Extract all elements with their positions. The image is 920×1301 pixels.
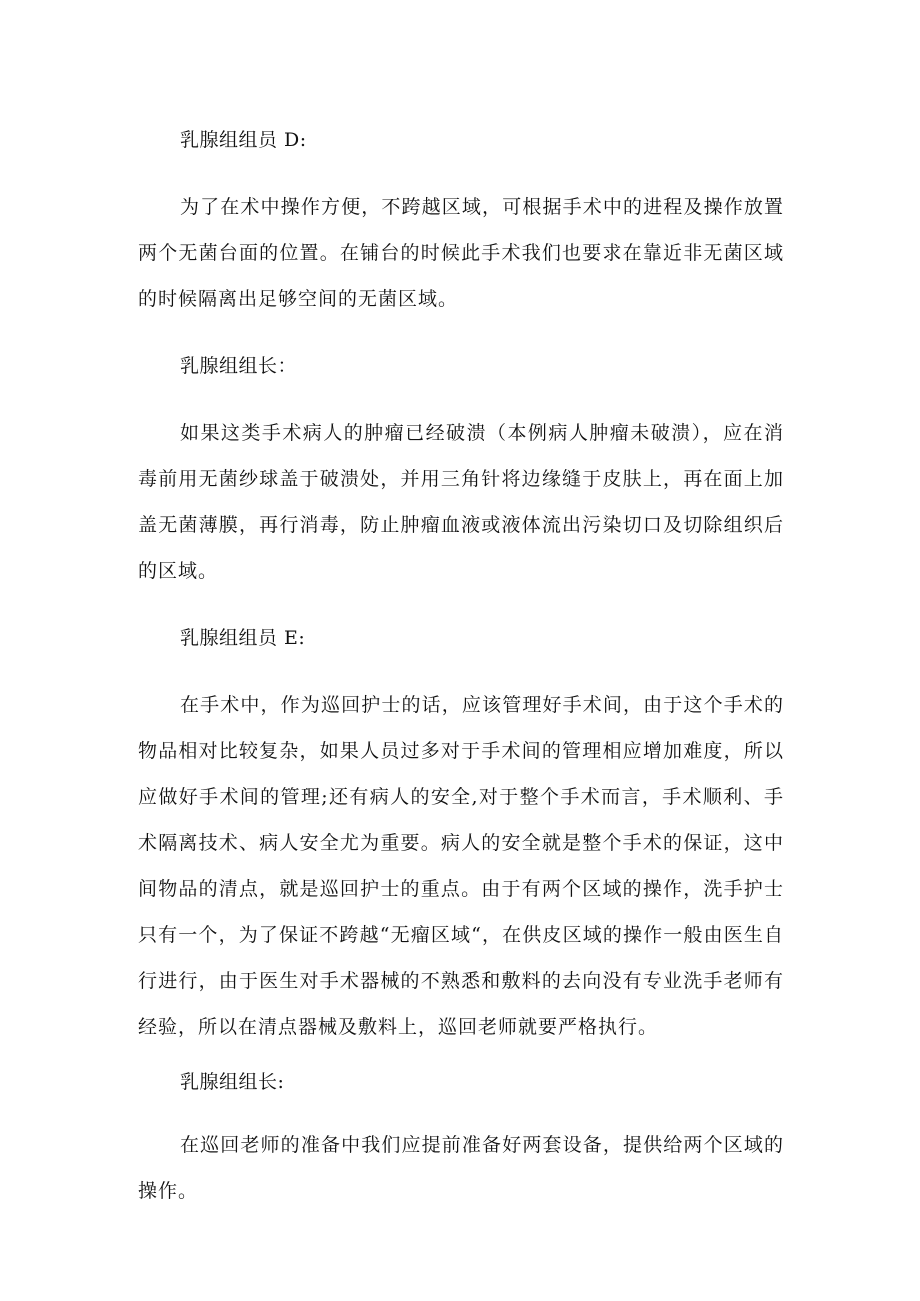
paragraph-leader: 如果这类手术病人的肿瘤已经破溃（本例病人肿瘤未破溃），应在消毒前用无菌纱球盖于破溃处，并用三角针将边缘缝于皮肤上，再在面上加盖无菌薄膜，再行消毒，防止肿瘤血液或液体流出污染切口及切除组织后的区域。 <box>138 422 784 582</box>
paragraph-member-d: 为了在术中操作方便，不跨越区域，可根据手术中的进程及操作放置两个无菌台面的位置。在铺台的时候此手术我们也要求在靠近非无菌区域的时候隔离出足够空间的无菌区域。 <box>138 196 784 310</box>
document-body <box>138 122 784 1214</box>
speaker-label-member-e: 乳腺组组员 E: <box>180 627 306 649</box>
speaker-label-leader-2: 乳腺组组长: <box>180 1071 285 1093</box>
speaker-label-member-d: 乳腺组组员 D: <box>180 129 307 151</box>
paragraph-leader-2: 在巡回老师的准备中我们应提前准备好两套设备，提供给两个区域的操作。 <box>138 1134 784 1202</box>
speaker-label-leader: 乳腺组组长： <box>180 355 298 377</box>
paragraph-member-e: 在手术中，作为巡回护士的话，应该管理好手术间，由于这个手术的物品相对比较复杂，如果人员过多对于手术间的管理相应增加难度，所以应做好手术间的管理;还有病人的安全,对于整个手术而言，手术顺利、手术隔离技术、病人安全尤为重要。病人的安全就是整个手术的保证，这中间物品的清点，就是巡回护士的重点。由于有两个区域的操作，洗手护士只有一个，为了保证不跨越“无瘤区域“，在供皮区域的操作一般由医生自行进行，由于医生对手术器械的不熟悉和敷料的去向没有专业洗手老师有经验，所以在清点器械及敷料上，巡回老师就要严格执行。 <box>138 694 784 1038</box>
